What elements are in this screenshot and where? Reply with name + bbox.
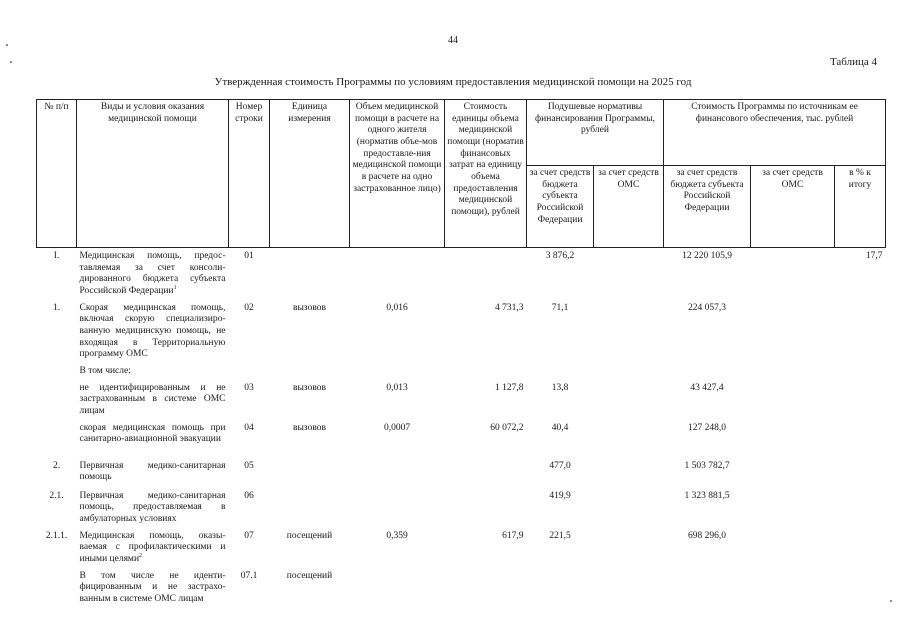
row-name <box>77 380 229 420</box>
row-unit-cost <box>445 568 527 614</box>
header-per-capita: Подушевые нормативы финансирования Программы, рублей <box>527 100 664 166</box>
table-header <box>37 100 886 248</box>
row-per-capita-oms <box>594 420 664 458</box>
header-unit: Единица измерения <box>270 100 350 248</box>
row-unit-cost: 60 072,2 <box>490 422 524 433</box>
row-line-number: 07 <box>244 530 254 541</box>
row-volume: 0,0007 <box>383 422 411 433</box>
row-unit-cost <box>445 488 527 528</box>
row-program-oms <box>751 458 835 488</box>
row-unit-cost <box>445 458 527 488</box>
row-name <box>77 488 229 528</box>
row-volume <box>350 363 445 380</box>
table-row <box>37 458 886 488</box>
row-program-budget: 224 057,3 <box>688 302 726 313</box>
row-name <box>77 363 229 380</box>
row-line-number: 05 <box>244 460 254 471</box>
header-program-budget: за счет средств бюджета субъекта Российской Федерации <box>664 166 751 248</box>
row-name-text: Первичная медико-санитарная помощь <box>79 460 226 483</box>
row-volume: 0,016 <box>386 302 408 313</box>
row-unit: вызовов <box>293 422 326 433</box>
row-program-budget <box>664 363 751 380</box>
row-program-oms <box>751 488 835 528</box>
row-percent <box>835 458 886 488</box>
row-name-text: В том числе: <box>79 366 131 377</box>
row-per-capita-oms <box>594 568 664 614</box>
row-program-budget: 12 220 105,9 <box>682 251 732 261</box>
scan-speck <box>890 600 892 602</box>
row-program-budget <box>664 568 751 614</box>
row-num <box>37 568 77 614</box>
row-num: 2. <box>52 460 61 471</box>
row-volume: 0,359 <box>386 530 408 541</box>
row-name <box>77 568 229 614</box>
footnote-marker: 1 <box>173 284 177 291</box>
row-name-text: Медицинская помощь, предос-тавляемая за счет консоли-дированного бюджета субъекта Российской Федерации <box>79 251 226 297</box>
row-name <box>77 420 229 458</box>
row-per-capita-oms <box>594 363 664 380</box>
row-program-budget: 127 248,0 <box>688 422 726 433</box>
row-per-capita-budget <box>527 568 594 614</box>
row-num: 2.1.1. <box>45 530 68 541</box>
row-unit: вызовов <box>293 382 326 393</box>
row-per-capita-budget: 71,1 <box>551 302 569 313</box>
row-program-oms <box>751 300 835 363</box>
cost-table <box>36 99 886 614</box>
row-percent <box>835 488 886 528</box>
row-line-number: 06 <box>244 490 254 501</box>
row-percent <box>835 380 886 420</box>
header-percent: в % к итогу <box>835 166 886 248</box>
row-volume <box>350 458 445 488</box>
row-line-number: 01 <box>244 251 254 261</box>
row-per-capita-budget: 221,5 <box>549 530 571 541</box>
row-unit <box>270 488 350 528</box>
row-name-text: Скорая медицинская помощь, включая скорую специализиро-ванную медицинскую помощь, не входящая в Территориальную программу ОМС <box>79 302 226 360</box>
table-row <box>37 420 886 458</box>
row-name-text: скорая медицинская помощь при санитарно-авиационной эвакуации <box>79 422 226 445</box>
row-program-budget: 43 427,4 <box>690 382 724 393</box>
header-kind: Виды и условия оказания медицинской помощи <box>77 100 229 248</box>
row-name <box>77 248 229 300</box>
table-body <box>37 248 886 614</box>
table-row <box>37 528 886 568</box>
row-name-text: В том числе не иденти-фицированным и не застрахо-ванным в системе ОМС лицам <box>79 570 226 605</box>
row-program-budget: 1 323 881,5 <box>684 490 730 501</box>
footnote-marker: 2 <box>139 552 143 559</box>
row-percent: 17,7 <box>865 251 883 261</box>
row-program-budget: 1 503 782,7 <box>684 460 730 471</box>
row-per-capita-budget: 40,4 <box>551 422 569 433</box>
row-percent <box>835 528 886 568</box>
row-name-text: не идентифицированным и не застрахованным в системе ОМС лицам <box>79 382 226 417</box>
table-row <box>37 380 886 420</box>
table-row <box>37 568 886 614</box>
row-per-capita-budget: 419,9 <box>549 490 571 501</box>
row-percent <box>835 363 886 380</box>
table-row <box>37 488 886 528</box>
scan-speck <box>6 44 8 46</box>
row-unit-cost <box>445 248 527 300</box>
header-per-capita-budget: за счет средств бюджета субъекта Российской Федерации <box>527 166 594 248</box>
row-program-oms <box>751 528 835 568</box>
row-program-oms <box>751 248 835 300</box>
row-volume <box>350 488 445 528</box>
row-unit-cost: 4 731,3 <box>495 302 524 313</box>
row-name <box>77 300 229 363</box>
row-num: I. <box>53 251 60 261</box>
header-volume: Объем медицинской помощи в расчете на одного жителя (норматив объе-мов предоставле-ния медицинской помощи в расчете на одно застрахованное лицо) <box>350 100 445 248</box>
row-name <box>77 458 229 488</box>
table-label: Таблица 4 <box>829 56 877 68</box>
row-num <box>37 363 77 380</box>
row-program-oms <box>751 420 835 458</box>
table-row <box>37 248 886 300</box>
header-per-capita-oms: за счет средств ОМС <box>594 166 664 248</box>
row-volume <box>350 248 445 300</box>
row-percent <box>835 420 886 458</box>
row-unit <box>270 248 350 300</box>
row-per-capita-oms <box>594 528 664 568</box>
row-line-number: 04 <box>244 422 254 433</box>
row-per-capita-budget <box>527 363 594 380</box>
row-volume <box>350 568 445 614</box>
row-unit: посещений <box>286 530 333 541</box>
row-program-budget: 698 296,0 <box>688 530 726 541</box>
row-per-capita-oms <box>594 380 664 420</box>
row-volume: 0,013 <box>386 382 408 393</box>
row-per-capita-budget: 13,8 <box>551 382 569 393</box>
row-unit-cost: 617,9 <box>502 530 524 541</box>
row-unit-cost: 1 127,8 <box>495 382 524 393</box>
row-num <box>37 380 77 420</box>
row-unit <box>270 363 350 380</box>
row-name <box>77 528 229 568</box>
row-per-capita-oms <box>594 488 664 528</box>
row-line-number: 02 <box>244 302 254 313</box>
scan-speck <box>10 61 12 63</box>
header-program-oms: за счет средств ОМС <box>751 166 835 248</box>
row-unit: вызовов <box>293 302 326 313</box>
row-num <box>37 420 77 458</box>
row-percent <box>835 568 886 614</box>
row-per-capita-budget: 477,0 <box>549 460 571 471</box>
header-unit-cost: Стоимость единицы объема медицинской помощи (норматив финансовых затрат на единицу объема предоставления медицинской помощи), рублей <box>445 100 527 248</box>
header-row-number: Номер строки <box>229 100 270 248</box>
row-line-number <box>229 363 270 380</box>
row-program-oms <box>751 380 835 420</box>
row-program-oms <box>751 568 835 614</box>
row-unit <box>270 458 350 488</box>
row-per-capita-oms <box>594 458 664 488</box>
header-num: № п/п <box>37 100 77 248</box>
row-unit: посещений <box>286 570 333 581</box>
row-line-number: 07.1 <box>240 570 258 581</box>
row-per-capita-oms <box>594 248 664 300</box>
row-program-oms <box>751 363 835 380</box>
row-num: 2.1. <box>49 490 64 501</box>
page-number: 44 <box>448 35 458 46</box>
document-title: Утвержденная стоимость Программы по условиям предоставления медицинской помощи на 2025 год <box>214 76 692 88</box>
row-num: 1. <box>52 302 61 313</box>
table-row <box>37 363 886 380</box>
row-name-text: Медицинская помощь, оказы-ваемая с профилактическими и иными целями <box>79 530 226 565</box>
row-per-capita-budget: 3 876,2 <box>545 251 575 261</box>
row-percent <box>835 300 886 363</box>
header-program-cost: Стоимость Программы по источникам ее финансового обеспечения, тыс. рублей <box>664 100 886 166</box>
row-line-number: 03 <box>244 382 254 393</box>
table-row <box>37 300 886 363</box>
row-name-text: Первичная медико-санитарная помощь, предоставляемая в амбулаторных условиях <box>79 490 226 525</box>
row-unit-cost <box>445 363 527 380</box>
row-per-capita-oms <box>594 300 664 363</box>
